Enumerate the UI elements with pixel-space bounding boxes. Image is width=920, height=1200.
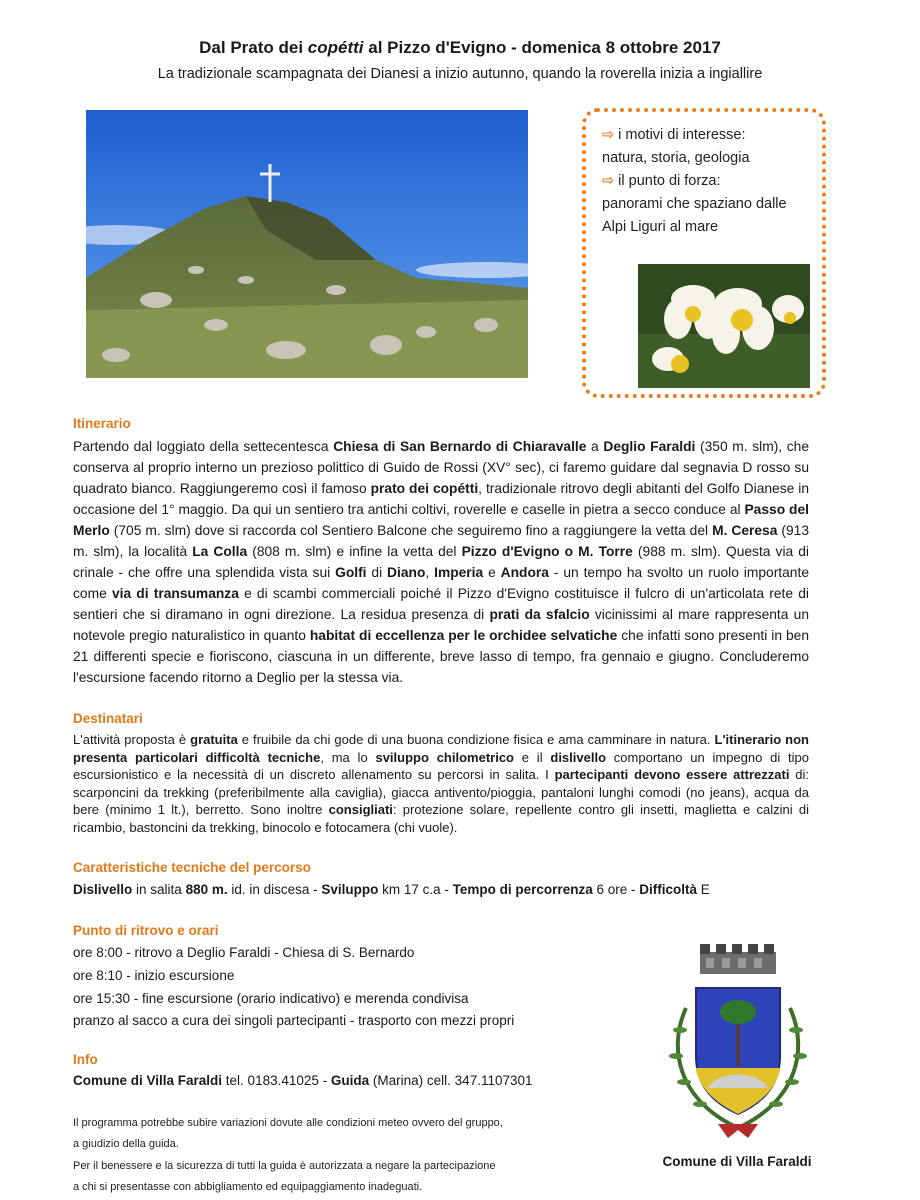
destinatari-heading: Destinatari (73, 711, 143, 726)
highlights-box (582, 108, 826, 398)
note-line: Per il benessere e la sicurezza di tutti la guida è autorizzata a negare la partecipazione (73, 1160, 496, 1172)
schedule-item: ore 8:10 - inizio escursione (73, 968, 235, 983)
highlight-strength: ⇨ il punto di forza: (602, 173, 721, 189)
crest-caption: Comune di Villa Faraldi (662, 1154, 812, 1169)
note-line: a giudizio della guida. (73, 1138, 179, 1150)
tecniche-heading: Caratteristiche tecniche del percorso (73, 860, 311, 875)
schedule-item: pranzo al sacco a cura dei singoli partecipanti - trasporto con mezzi propri (73, 1013, 515, 1028)
schedule-item: ore 8:00 - ritrovo a Deglio Faraldi - Chiesa di S. Bernardo (73, 945, 415, 960)
highlight-interest: ⇨ i motivi di interesse: (602, 127, 746, 143)
itinerario-text: Partendo dal loggiato della settecentesca Chiesa di San Bernardo di Chiaravalle a Deglio Faraldi (350 m. slm), che conserva al proprio interno un prezioso polittico di Guido de Rossi (XV° sec), ci faremo guidare dal segnavia D rosso su quadrato bianco. Raggiungeremo così il famoso prato dei copétti, tradizionale ritrovo degli abitanti del Golfo Dianese in occasione del 1° maggio. Da qui un sentiero tra antichi coltivi, roverelle e caselle in pietra a secco conduce al Passo del Merlo (705 m. slm) dove si raccorda col Sentiero Balcone che seguiremo fino a raggiungere la vetta del M. Ceresa (913 m. slm), la località La Colla (808 m. slm) e infine la vetta del Pizzo d'Evigno o M. Torre (988 m. slm). Questa via di crinale - che offre una splendida vista sui Golfi di Diano, Imperia e Andora - un tempo ha svolto un ruolo importante come via di transumanza e di scambi commerciali poiché il Pizzo d'Evigno costituisce il fulcro di un'articolata rete di sentieri che si diramano in ogni direzione. La residua presenza di prati da sfalcio vicinissimi al mare rappresenta un notevole pregio naturalistico in quanto habitat di eccellenza per le orchidee selvatiche che infatti sono presenti in ben 21 differenti specie e fioriscono, ciascuna in un differente, breve lasso di tempo, fra gennaio e giugno. Concluderemo l'escursione facendo ritorno a Deglio per la stessa via. (73, 439, 810, 685)
tecniche-text: Dislivello in salita 880 m. id. in discesa - Sviluppo km 17 c.a - Tempo di percorrenza 6 ore - Difficoltà E (73, 882, 710, 897)
destinatari-text: L'attività proposta è gratuita e fruibile da chi gode di una buona condizione fisica e ama camminare in natura. L'itinerario non presenta particolari difficoltà tecniche, ma lo sviluppo chilometrico e il dislivello comportano un impegno di tipo escursionistico e la necessità di un discreto allenamento su percorsi in salita. I partecipanti devono essere attrezzati di: scarponcini da trekking (preferibilmente alla caviglia), giacca antivento/pioggia, pantaloni lunghi comodi (no jeans), acqua da bere (minimo 1 lt.), berretto. Sono inoltre consigliati: protezione solare, repellente contro gli insetti, maglietta e calzini di ricambio, bastoncini da trekking, binocolo e fotocamera (chi vuole). (73, 732, 810, 835)
summit-photo (86, 110, 528, 378)
arrow-right-icon: ⇨ (602, 173, 615, 189)
contact-line: Comune di Villa Faraldi tel. 0183.41025 - Guida (Marina) cell. 347.1107301 (73, 1073, 533, 1088)
municipal-crest (648, 938, 828, 1148)
highlight-interest-detail: natura, storia, geologia (602, 150, 750, 166)
page-title: Dal Prato dei copétti al Pizzo d'Evigno - domenica 8 ottobre 2017 (199, 38, 721, 57)
itinerario-heading: Itinerario (73, 416, 131, 431)
highlight-strength-detail-2: Alpi Liguri al mare (602, 219, 719, 235)
arrow-right-icon: ⇨ (602, 127, 615, 143)
note-line: a chi si presentasse con abbigliamento ed equipaggiamento inadeguati. (73, 1181, 423, 1193)
info-heading: Info (73, 1052, 98, 1067)
schedule-item: ore 15:30 - fine escursione (orario indicativo) e merenda condivisa (73, 991, 469, 1006)
narcissus-photo (638, 264, 810, 388)
highlight-strength-detail-1: panorami che spaziano dalle (602, 196, 787, 212)
page-subtitle: La tradizionale scampagnata dei Dianesi a inizio autunno, quando la roverella inizia a ingiallire (157, 66, 763, 82)
ritrovo-heading: Punto di ritrovo e orari (73, 923, 219, 938)
note-line: Il programma potrebbe subire variazioni dovute alle condizioni meteo ovvero del gruppo, (73, 1117, 503, 1129)
